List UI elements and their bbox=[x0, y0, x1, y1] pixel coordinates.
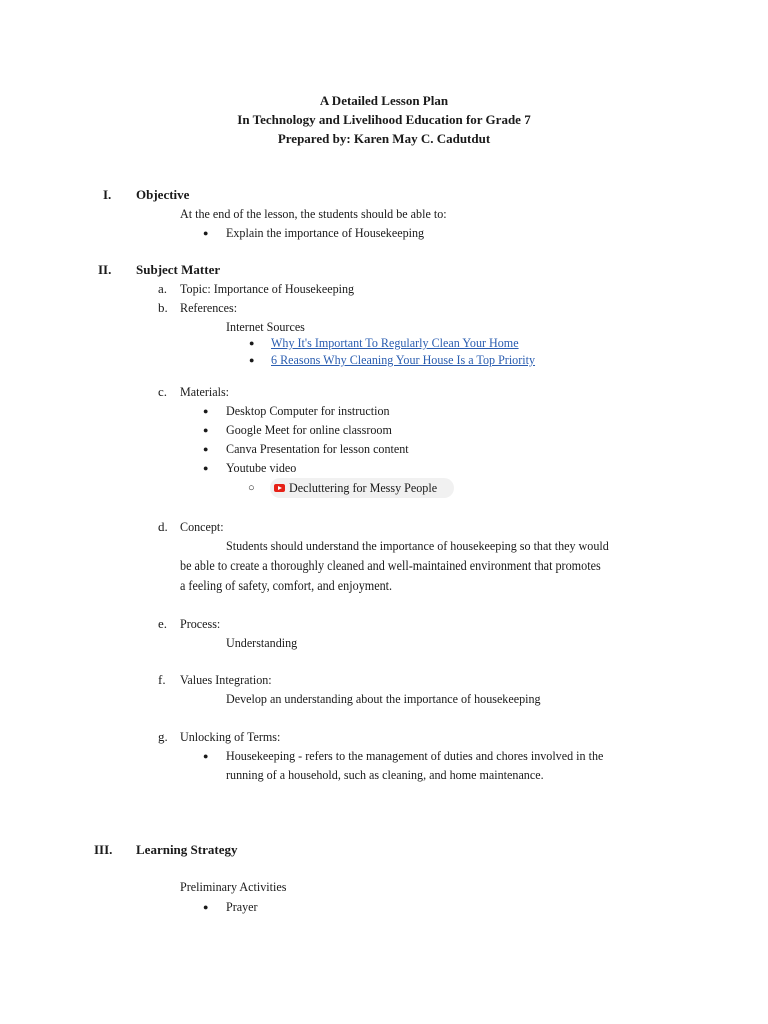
learning-sub-heading: Preliminary Activities bbox=[180, 879, 287, 894]
concept-label: Concept: bbox=[180, 519, 224, 534]
list-letter-d: d. bbox=[158, 519, 168, 534]
youtube-video-title: Decluttering for Messy People bbox=[289, 480, 438, 495]
references-label: References: bbox=[180, 300, 238, 315]
section-numeral-1: I. bbox=[103, 187, 112, 202]
process-text: Understanding bbox=[226, 635, 298, 650]
reference-link-1[interactable]: Why It's Important To Regularly Clean Your Home bbox=[271, 335, 519, 350]
concept-line-1: Students should understand the importance of housekeeping so that they would bbox=[226, 538, 609, 553]
list-letter-b: b. bbox=[158, 300, 168, 315]
learning-item: Prayer bbox=[226, 899, 258, 914]
bullet-icon: ● bbox=[203, 444, 209, 454]
objective-item: Explain the importance of Housekeeping bbox=[226, 225, 425, 240]
bullet-icon: ● bbox=[203, 902, 209, 912]
bullet-icon: ● bbox=[203, 751, 209, 761]
concept-line-2: be able to create a thoroughly cleaned and well-maintained environment that promotes bbox=[180, 558, 601, 573]
objective-intro: At the end of the lesson, the students should be able to: bbox=[180, 206, 447, 221]
list-letter-a: a. bbox=[158, 281, 168, 296]
material-item: Google Meet for online classroom bbox=[226, 422, 392, 437]
list-letter-f: f. bbox=[158, 672, 166, 687]
materials-label: Materials: bbox=[180, 384, 230, 399]
youtube-icon bbox=[274, 484, 285, 492]
bullet-icon: ● bbox=[203, 228, 209, 238]
material-item: Youtube video bbox=[226, 460, 297, 475]
section-heading-learning-strategy: Learning Strategy bbox=[136, 842, 238, 857]
material-item: Canva Presentation for lesson content bbox=[226, 441, 409, 456]
material-item: Desktop Computer for instruction bbox=[226, 403, 390, 418]
bullet-icon: ● bbox=[203, 425, 209, 435]
concept-line-3: a feeling of safety, comfort, and enjoyment. bbox=[180, 578, 393, 593]
list-letter-g: g. bbox=[158, 729, 168, 744]
topic-text: Topic: Importance of Housekeeping bbox=[180, 281, 355, 296]
references-group: Internet Sources bbox=[226, 319, 305, 334]
list-letter-e: e. bbox=[158, 616, 168, 631]
doc-prepared-by: Prepared by: Karen May C. Cadutdut bbox=[277, 131, 491, 146]
section-numeral-3: III. bbox=[94, 842, 113, 857]
reference-link-2[interactable]: 6 Reasons Why Cleaning Your House Is a Top Priority bbox=[271, 352, 536, 367]
section-heading-objective: Objective bbox=[136, 187, 190, 202]
youtube-video-chip[interactable] bbox=[270, 478, 454, 498]
section-numeral-2: II. bbox=[98, 262, 112, 277]
terms-label: Unlocking of Terms: bbox=[180, 729, 281, 744]
doc-title: A Detailed Lesson Plan bbox=[319, 93, 449, 108]
circle-bullet-icon: ○ bbox=[248, 482, 255, 494]
term-definition-line-2: running of a household, such as cleaning, and home maintenance. bbox=[226, 767, 544, 782]
term-definition-line-1: Housekeeping - refers to the management of duties and chores involved in the bbox=[226, 748, 604, 763]
doc-subtitle: In Technology and Livelihood Education for Grade 7 bbox=[237, 112, 531, 127]
bullet-icon: ● bbox=[203, 463, 209, 473]
list-letter-c: c. bbox=[158, 384, 168, 399]
values-label: Values Integration: bbox=[180, 672, 272, 687]
bullet-icon: ● bbox=[249, 355, 255, 365]
bullet-icon: ● bbox=[203, 406, 209, 416]
bullet-icon: ● bbox=[249, 338, 255, 348]
section-heading-subject-matter: Subject Matter bbox=[136, 262, 221, 277]
process-label: Process: bbox=[180, 616, 221, 631]
values-text: Develop an understanding about the importance of housekeeping bbox=[226, 691, 541, 706]
